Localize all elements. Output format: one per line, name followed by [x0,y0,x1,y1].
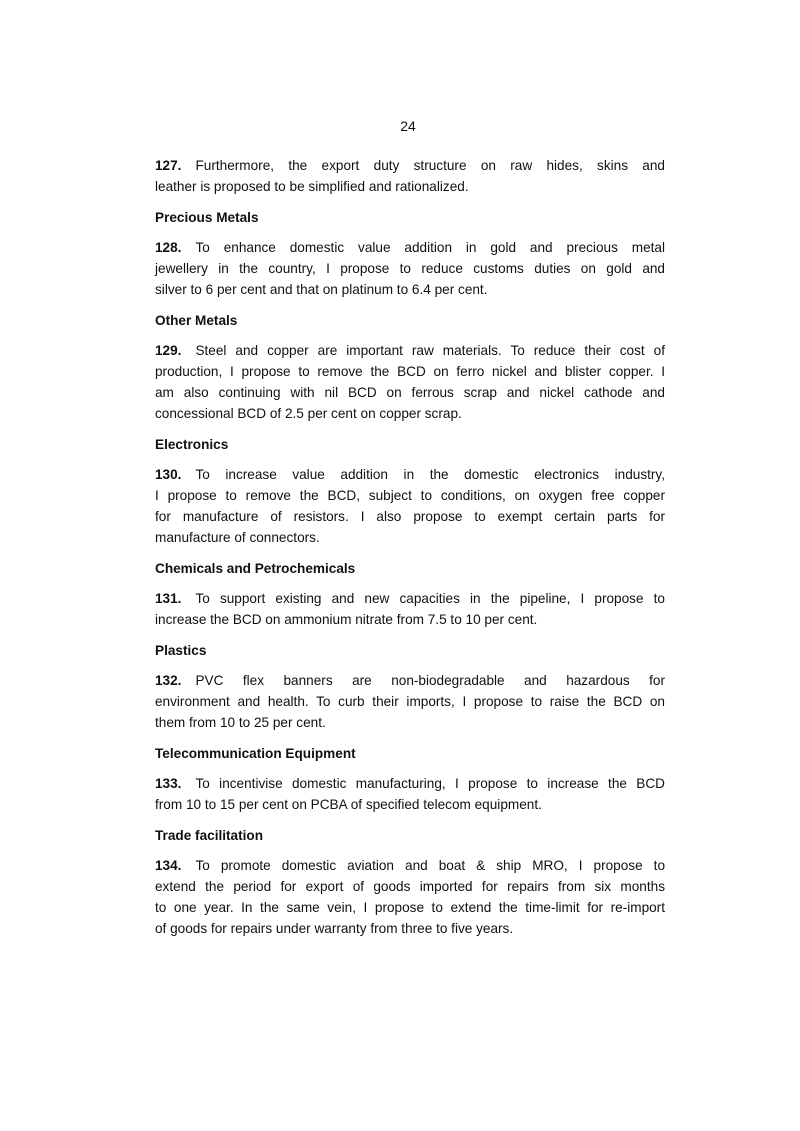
paragraph-line [155,464,665,485]
line-text: jewellery in the country, I propose to reduce customs duties on gold and [155,261,665,276]
line-text: extend the period for export of goods imported for repairs from six months [155,879,665,894]
paragraph-line [155,403,665,424]
line-text: from 10 to 15 per cent on PCBA of specified telecom equipment. [155,797,542,812]
paragraph [155,237,665,300]
line-text: To enhance domestic value addition in gold and precious metal [195,240,665,255]
paragraph [155,155,665,197]
page-number: 24 [400,118,416,134]
line-text: am also continuing with nil BCD on ferrous scrap and nickel cathode and [155,385,665,400]
paragraph-line [155,382,665,403]
paragraph-number: 127. [155,158,182,173]
paragraph-number: 128. [155,240,182,255]
document-body [155,155,665,949]
paragraph-number: 129. [155,343,182,358]
paragraph-line [155,897,665,918]
paragraph-line [155,361,665,382]
paragraph-number: 132. [155,673,182,688]
paragraph-number: 130. [155,467,182,482]
section-heading: Chemicals and Petrochemicals [155,561,356,576]
paragraph-line [155,258,665,279]
line-text: increase the BCD on ammonium nitrate from 7.5 to 10 per cent. [155,612,538,627]
paragraph-line [155,855,665,876]
paragraph-line [155,506,665,527]
line-text: concessional BCD of 2.5 per cent on copper scrap. [155,406,462,421]
paragraph-number: 131. [155,591,182,606]
paragraph-line [155,588,665,609]
paragraph [155,464,665,548]
line-text: PVC flex banners are non-biodegradable and hazardous for [195,673,665,688]
line-text: of goods for repairs under warranty from three to five years. [155,921,514,936]
paragraph-line [155,237,665,258]
paragraph-line [155,609,665,630]
paragraph-line [155,670,665,691]
paragraph [155,855,665,939]
paragraph-line [155,691,665,712]
paragraph-line [155,918,665,939]
line-text: them from 10 to 25 per cent. [155,715,326,730]
line-text: Steel and copper are important raw materials. To reduce their cost of [195,343,665,358]
paragraph-line [155,279,665,300]
section-heading: Plastics [155,643,207,658]
line-text: To increase value addition in the domestic electronics industry, [195,467,665,482]
paragraph [155,588,665,630]
section-heading: Trade facilitation [155,828,264,843]
line-text: production, I propose to remove the BCD on ferro nickel and blister copper. I [155,364,665,379]
section-heading: Electronics [155,437,229,452]
paragraph-number: 134. [155,858,182,873]
line-text: for manufacture of resistors. I also propose to exempt certain parts for [155,509,665,524]
line-text: environment and health. To curb their imports, I propose to raise the BCD on [155,694,665,709]
paragraph [155,340,665,424]
paragraph [155,670,665,733]
paragraph-line [155,712,665,733]
paragraph [155,773,665,815]
line-text: leather is proposed to be simplified and rationalized. [155,179,469,194]
paragraph-line [155,176,665,197]
line-text: Furthermore, the export duty structure on raw hides, skins and [195,158,665,173]
section-heading: Precious Metals [155,210,259,225]
paragraph-line [155,876,665,897]
line-text: to one year. In the same vein, I propose to extend the time-limit for re-import [155,900,665,915]
paragraph-line [155,794,665,815]
line-text: To incentivise domestic manufacturing, I propose to increase the BCD [195,776,665,791]
paragraph-line [155,527,665,548]
line-text: To promote domestic aviation and boat & ship MRO, I propose to [195,858,665,873]
line-text: silver to 6 per cent and that on platinum to 6.4 per cent. [155,282,488,297]
line-text: manufacture of connectors. [155,530,320,545]
paragraph-number: 133. [155,776,182,791]
paragraph-line [155,485,665,506]
line-text: To support existing and new capacities in the pipeline, I propose to [195,591,665,606]
paragraph-line [155,340,665,361]
section-heading: Other Metals [155,313,238,328]
paragraph-line [155,773,665,794]
section-heading: Telecommunication Equipment [155,746,356,761]
line-text: I propose to remove the BCD, subject to conditions, on oxygen free copper [155,488,665,503]
paragraph-line [155,155,665,176]
